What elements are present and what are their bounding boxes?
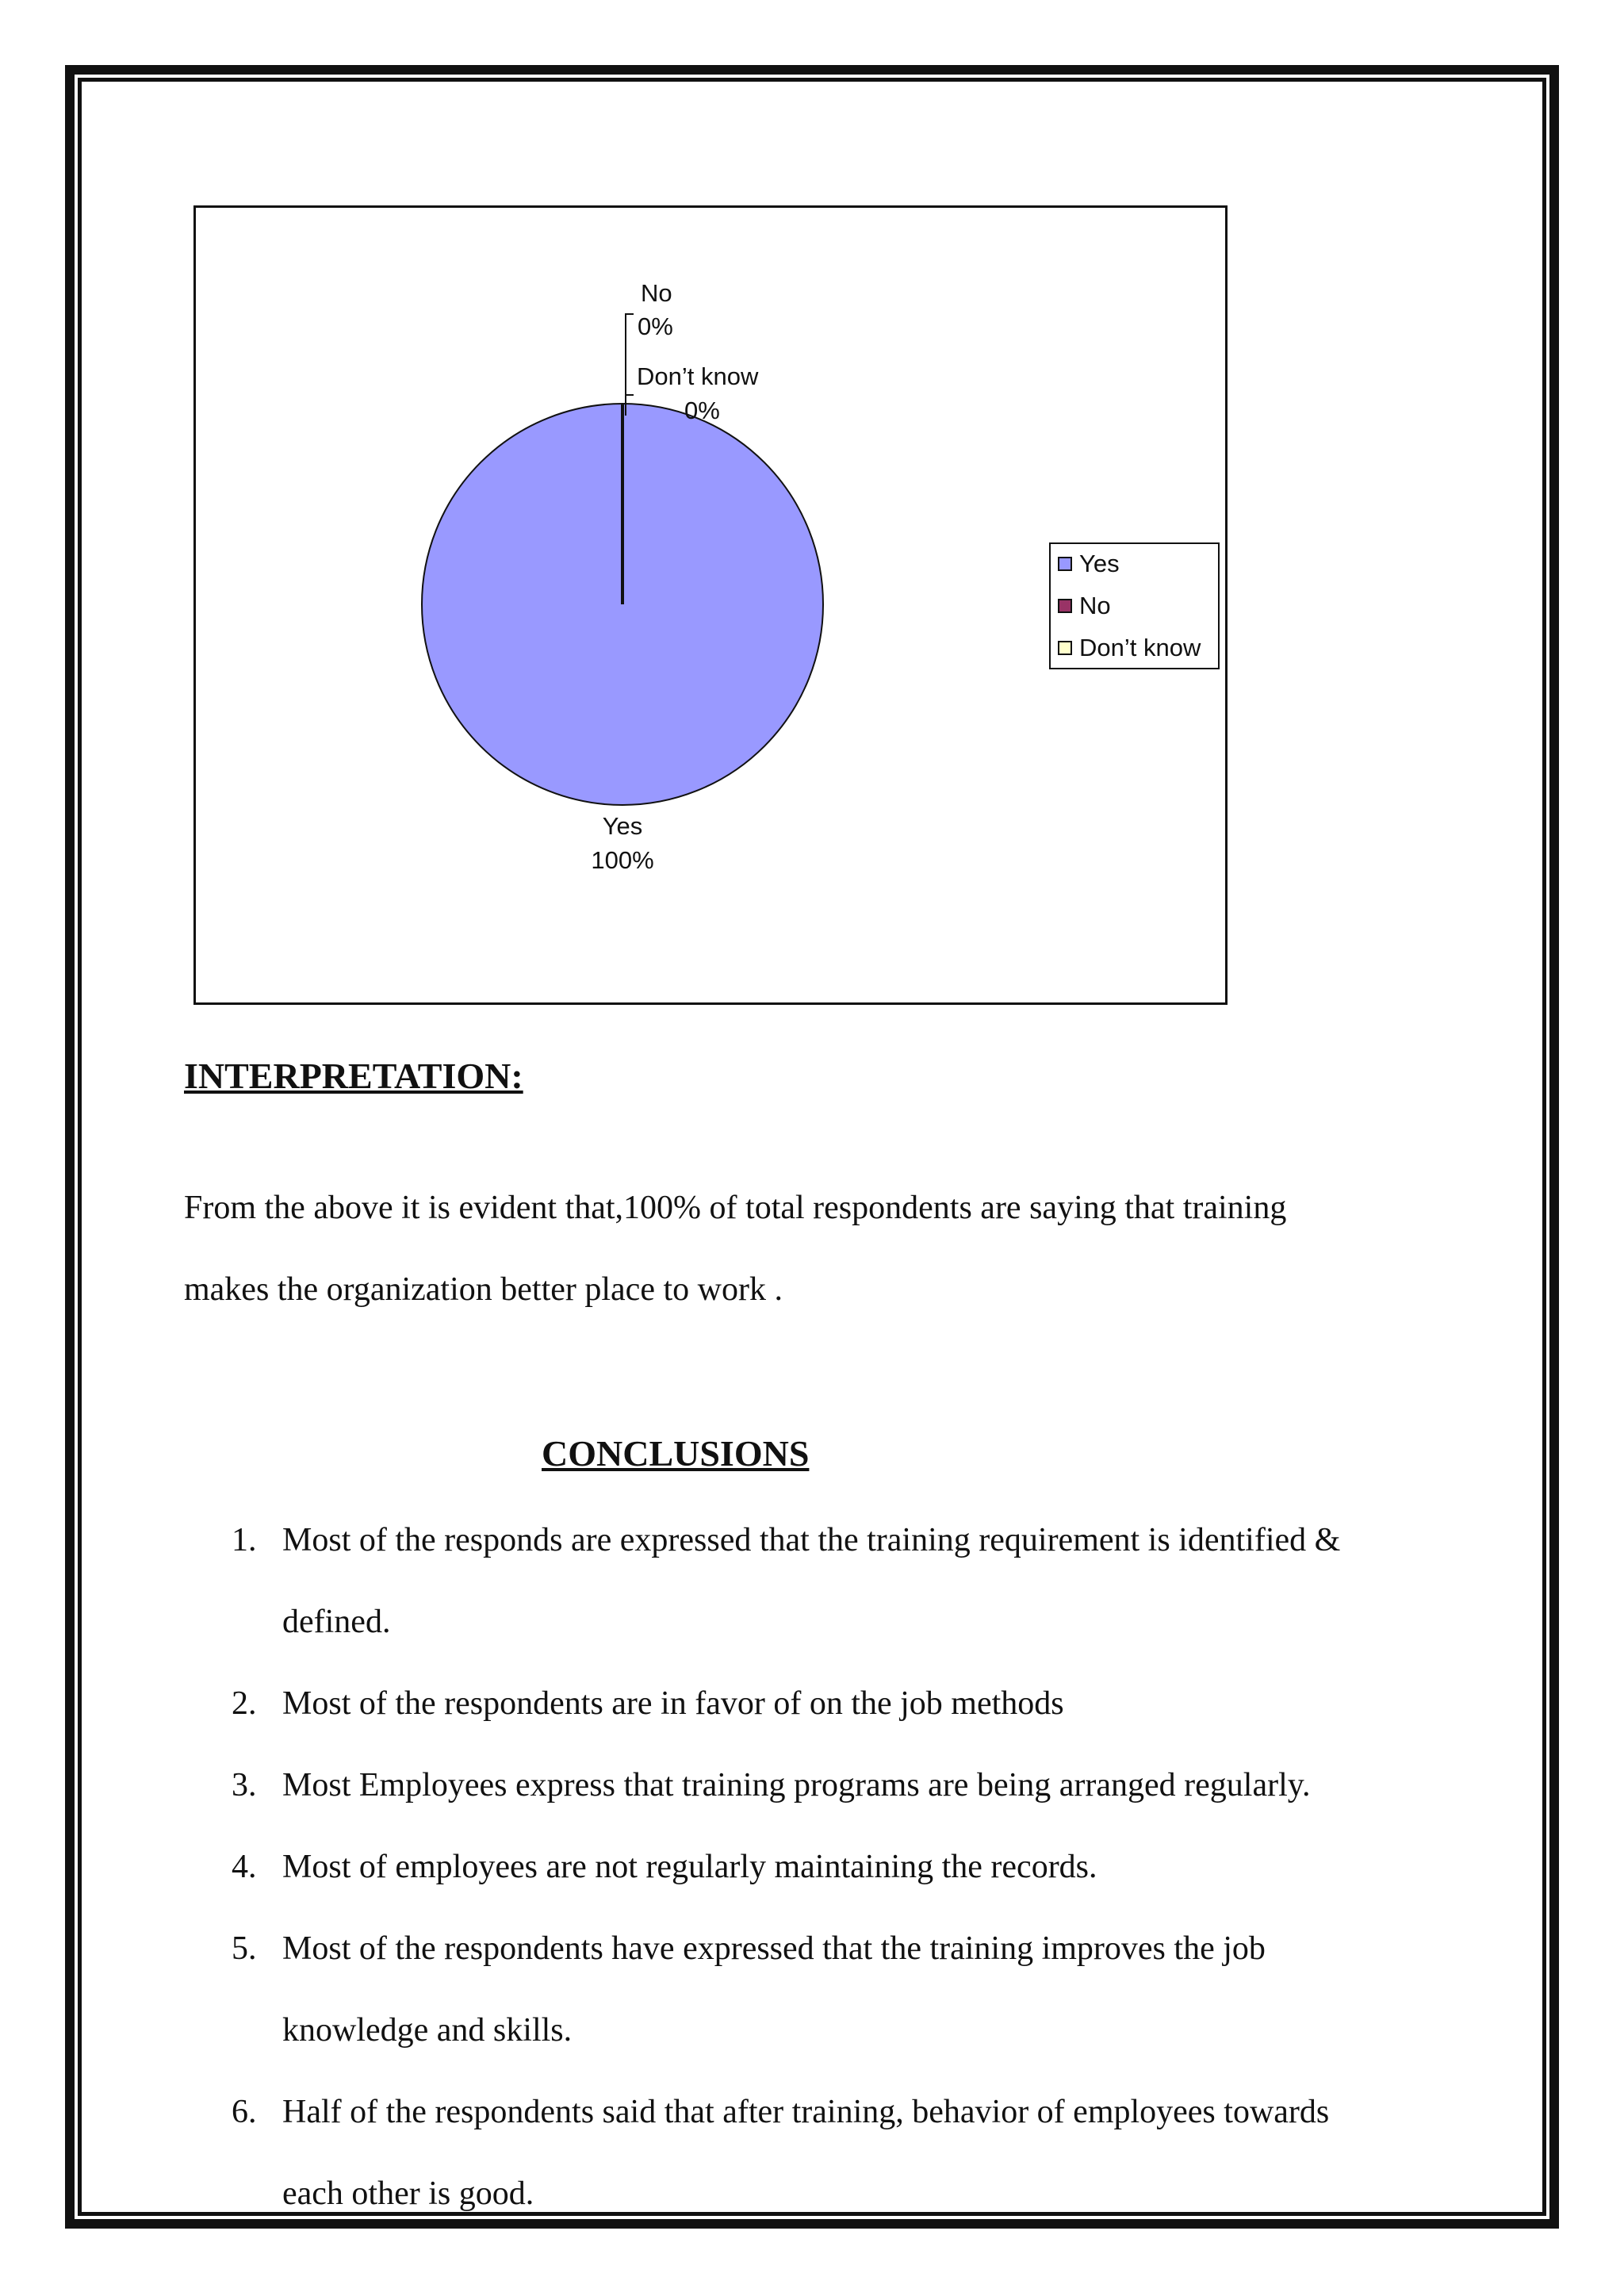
list-item-number: 3. xyxy=(232,1767,257,1803)
legend-label-no: No xyxy=(1079,592,1111,619)
list-item-number: 5. xyxy=(232,1930,257,1967)
list-item xyxy=(0,1908,1416,2072)
legend-label-yes: Yes xyxy=(1079,550,1120,577)
interpretation-heading: INTERPRETATION: xyxy=(184,1056,523,1096)
list-item-line: Most of the responds are expressed that the training requirement is identified & xyxy=(282,1522,1341,1558)
legend-swatch-dont-know xyxy=(1059,642,1071,654)
legend-label-dont-know: Don’t know xyxy=(1079,634,1201,661)
conclusions-heading: CONCLUSIONS xyxy=(542,1433,810,1474)
list-item-number: 6. xyxy=(232,2094,257,2130)
list-item-line: Half of the respondents said that after training, behavior of employees towards xyxy=(282,2094,1330,2130)
interpretation-line-2: makes the organization better place to work . xyxy=(184,1271,783,1308)
list-item-line: Most of employees are not regularly maintaining the records. xyxy=(282,1849,1097,1885)
list-item-line: knowledge and skills. xyxy=(282,2012,573,2049)
list-item-line: Most of the respondents have expressed that the training improves the job xyxy=(282,1930,1266,1967)
data-label-dont-know-name: Don’t know xyxy=(637,362,759,390)
interpretation-line-1: From the above it is evident that,100% of total respondents are saying that training xyxy=(184,1190,1287,1226)
list-item xyxy=(0,1826,1416,1908)
list-item-line: defined. xyxy=(282,1604,391,1640)
data-label-no-percent: 0% xyxy=(638,312,673,340)
pie-chart-frame xyxy=(193,205,1228,1005)
list-item xyxy=(0,1663,1416,1745)
legend-swatch-no xyxy=(1059,600,1071,612)
data-label-yes-name: Yes xyxy=(602,812,643,840)
list-item-line: Most of the respondents are in favor of on the job methods xyxy=(282,1685,1064,1722)
data-label-no-name: No xyxy=(641,279,672,307)
leader-line-no xyxy=(626,314,634,406)
list-item-number: 1. xyxy=(232,1522,257,1558)
legend-swatch-yes xyxy=(1059,558,1071,570)
pie-chart xyxy=(196,208,1225,1002)
conclusions-list xyxy=(0,1500,1624,2235)
list-item-line: each other is good. xyxy=(282,2175,534,2212)
list-item-line: Most Employees express that training programs are being arranged regularly. xyxy=(282,1767,1311,1803)
list-item-number: 4. xyxy=(232,1849,257,1885)
list-item xyxy=(0,2072,1416,2235)
data-label-dont-know-percent: 0% xyxy=(684,397,720,424)
list-item xyxy=(0,1500,1416,1663)
list-item-number: 2. xyxy=(232,1685,257,1722)
data-label-yes-percent: 100% xyxy=(591,846,654,874)
list-item xyxy=(0,1745,1416,1826)
